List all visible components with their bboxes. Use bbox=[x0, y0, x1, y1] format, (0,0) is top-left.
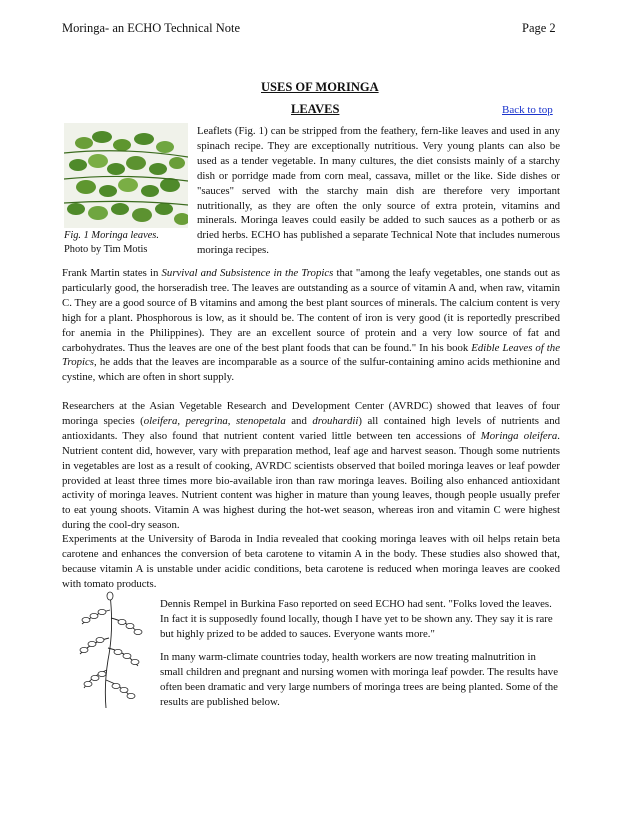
paragraph-text: , bbox=[227, 414, 236, 427]
frank-martin-paragraph bbox=[62, 266, 560, 385]
paragraph-text: Frank Martin states in bbox=[62, 267, 162, 279]
species-name: drouhardii bbox=[312, 414, 359, 427]
avrdc-paragraph bbox=[62, 399, 560, 533]
paragraph-text: that "among the leafy vegetables, one stands out as particularly good, the horseradish tree. The leaves are outstanding as a source of vitamin A and, when raw, vitamin C. They are a good source of B vitamins and among the best plant sources of minerals. The calcium content is very high for a plant. Phosphorous is low, as it should be. The content of iron is very good (it is reportedly prescribed for anemia in the Philippines). They are an excellent source of protein and a very low source of fat and carbohydrates. Thus the leaves are one of the best plant foods that can be found." In his book bbox=[62, 267, 560, 354]
paragraph-text: , he adds that the leaves are incomparable as a source of the sulfur-containing amino acids methionine and cystine, which are often in short supply. bbox=[62, 356, 560, 384]
leaves-photo-graphic bbox=[64, 123, 188, 228]
subsection-title: LEAVES bbox=[291, 102, 340, 116]
malnutrition-paragraph: In many warm-climate countries today, health workers are now treating malnutrition in small children and pregnant and nursing women with moringa leaf powder. The results have often been dramatic and very large numbers of moringa trees are being planted. Some of the results are published below. bbox=[160, 651, 558, 708]
back-to-top-link[interactable]: Back to top bbox=[502, 104, 553, 116]
branch-drawing-graphic bbox=[70, 590, 150, 710]
species-name: oleifera bbox=[143, 414, 178, 427]
paragraph-text: and bbox=[285, 414, 313, 427]
intro-paragraph: Leaflets (Fig. 1) can be stripped from the feathery, fern-like leaves and used in any spinach recipe. They are exceptionally nutritious. Very young plants can also be used as a tender vegetable. In many cultures, the diet consists mainly of a starchy dish or porridge made from corn meal, cassava, millet or the like. Side dishes or "sauces" served with the starchy main dish are therefore very important nutritionally, as they are often the only source of extra protein, vitamins and minerals. Moringa leaves could easily be added to such sauces as a potherb or as dried herbs. ECHO has published a separate Technical Note that includes numerous moringa recipes. bbox=[197, 125, 560, 257]
paragraph-text: ) all contained high levels of nutrients and antioxidants. They also found that nutrient content varied little between ten accessions of bbox=[62, 414, 561, 442]
book-title: Edible Leaves of the Tropics bbox=[62, 341, 560, 369]
running-header-title: Moringa- an ECHO Technical Note bbox=[62, 21, 241, 35]
paragraph-text: Researchers at the Asian Vegetable Research and Development Center (AVRDC) showed that leaves of four moringa species ( bbox=[62, 400, 560, 427]
baroda-paragraph: Experiments at the University of Baroda in India revealed that cooking moringa leaves with oil helps retain beta carotene and enhances the conversion of beta carotene to vitamin A in the body. These studies also showed that, because vitamin A is unstable under acidic conditions, beta carotene is reduced when moringa leaves are cooked with tomato products. bbox=[62, 533, 560, 590]
species-name: Moringa oleifera bbox=[480, 429, 558, 442]
paragraph-text: , bbox=[177, 414, 186, 427]
species-name: stenopetala bbox=[235, 414, 286, 427]
figure-credit: Photo by Tim Motis bbox=[64, 244, 148, 255]
book-title: Survival and Subsistence in the Tropics bbox=[161, 267, 334, 279]
species-name: peregrina bbox=[185, 414, 228, 427]
moringa-branch-drawing bbox=[70, 590, 150, 710]
page-number: Page 2 bbox=[522, 21, 556, 35]
figure-caption: Fig. 1 Moringa leaves. bbox=[64, 230, 159, 241]
rempel-paragraph: Dennis Rempel in Burkina Faso reported on seed ECHO had sent. "Folks loved the leaves. In fact it is supposedly found locally, though I have yet to be shown any. They say it is rare but highly prized to be added to sauces. Everyone wants more." bbox=[160, 598, 553, 640]
section-title: USES OF MORINGA bbox=[261, 80, 379, 94]
moringa-leaves-photo bbox=[64, 123, 188, 228]
paragraph-text: . Nutrient content did, however, vary with preparation method, leaf age and harvest season. Though some nutrients in vegetables are lost as a result of cooking, AVRDC scientists observed that boiled moringa leaves or leaf powder provided at least three times more bio-available iron than raw moringa leaves. Boiling also enhanced antioxidant activity of moringa leaves. Nutrient content was higher in mature than young leaves, though people usually prefer to eat young shoots. Vitamin A was highest during the hot-wet season, whereas iron and vitamin C were highest during the cool-dry season. bbox=[62, 429, 560, 532]
